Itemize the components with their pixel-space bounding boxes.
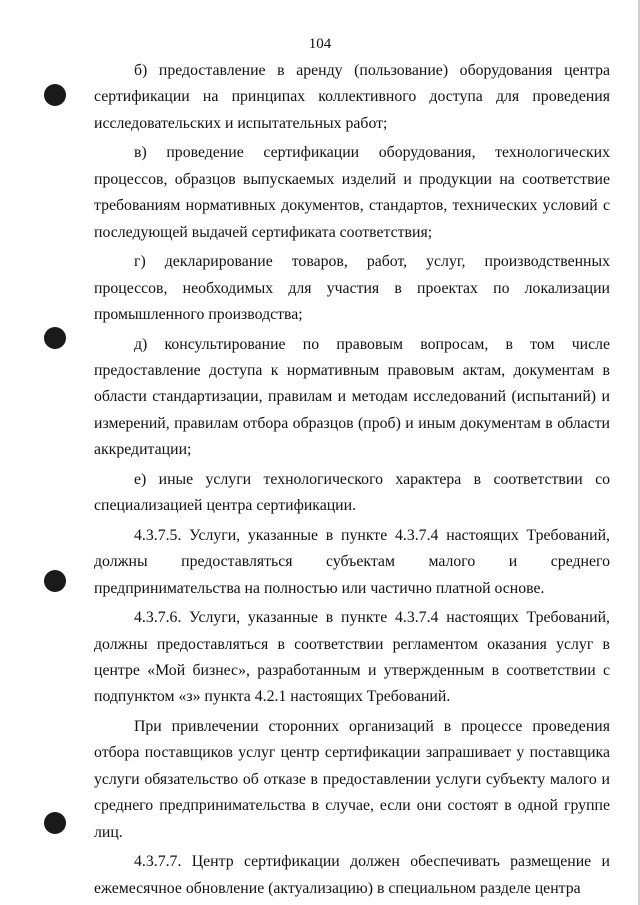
- paragraph: в) проведение сертификации оборудования, технологических процессов, образцов выпускаемых изделий и продукции на соответствие требованиям нормативных документов, стандартов, технических условий с последующей выдачей сертификата соответствия;: [94, 144, 610, 241]
- paragraph: При привлечении сторонних организаций в процессе проведения отбора поставщиков услуг центр сертификации запрашивает у поставщика услуги обязательство об отказе в предоставлении услуги субъекту малого и среднего предпринимательства в случае, если они состоят в одной группе лиц.: [94, 718, 610, 841]
- paragraph: е) иные услуги технологического характера в соответствии со специализацией центра сертификации.: [94, 470, 610, 515]
- paragraph: 4.3.7.7. Центр сертификации должен обеспечивать размещение и ежемесячное обновление (актуализацию) в специальном разделе центра: [94, 853, 610, 897]
- binder-hole-1: [44, 84, 66, 106]
- binder-hole-4: [44, 812, 66, 834]
- binder-hole-3: [44, 570, 66, 592]
- paragraph: 4.3.7.5. Услуги, указанные в пункте 4.3.7.4 настоящих Требований, должны предоставляться субъектам малого и среднего предпринимательства на полностью или частично платной основе.: [94, 526, 610, 597]
- paragraph: г) декларирование товаров, работ, услуг, производственных процессов, необходимых для участия в проектах по локализации промышленного производства;: [94, 253, 610, 324]
- binder-hole-2: [44, 327, 66, 349]
- paragraph: 4.3.7.6. Услуги, указанные в пункте 4.3.7.4 настоящих Требований, должны предоставляться в соответствии регламентом оказания услуг в центре «Мой бизнес», разработанным и утвержденным в соответствии с подпунктом «з» пункта 4.2.1 настоящих Требований.: [94, 609, 610, 706]
- page-number: 104: [308, 36, 332, 52]
- paragraph: д) консультирование по правовым вопросам, в том числе предоставление доступа к нормативным правовым актам, документам в области стандартизации, правилам и методам исследований (испытаний) и измерений, правилам отбора образцов (проб) и иным документам в области аккредитации;: [94, 335, 610, 459]
- document-body: [94, 58, 610, 905]
- paragraph: б) предоставление в аренду (пользование) оборудования центра сертификации на принципах коллективного доступа для проведения исследовательских и испытательных работ;: [94, 62, 610, 132]
